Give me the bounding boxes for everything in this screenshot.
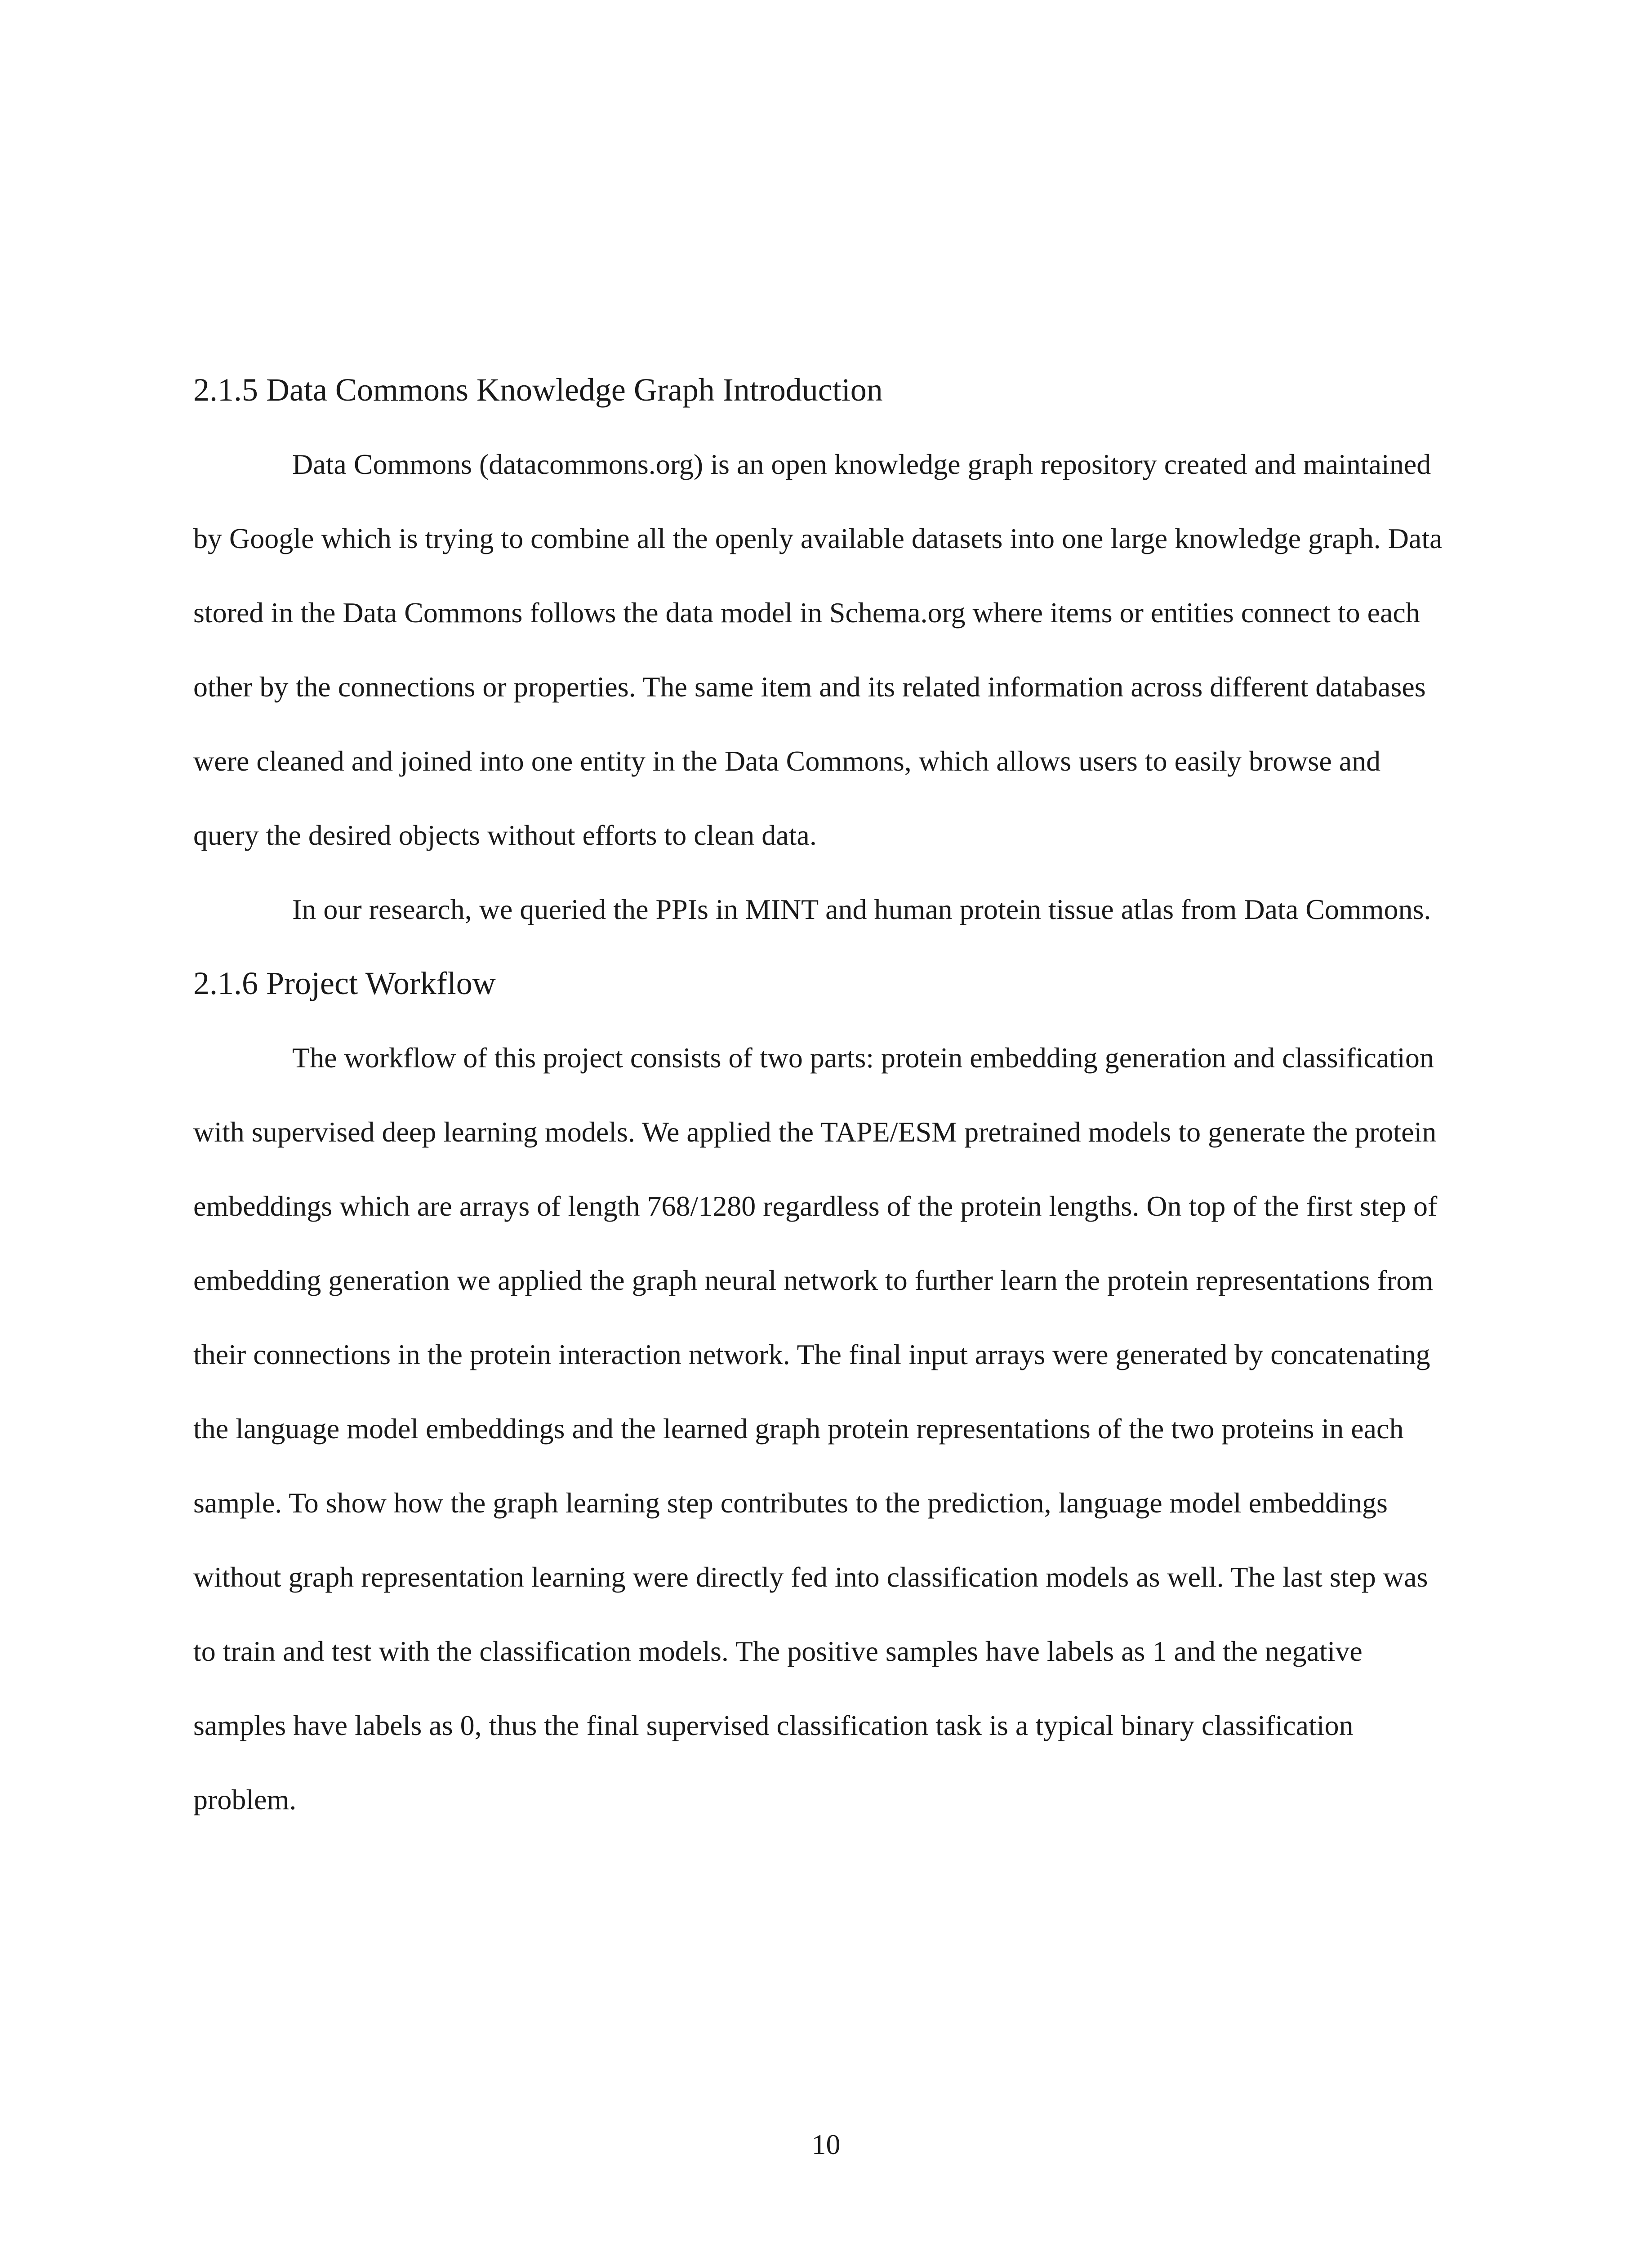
section-heading-2-1-5: 2.1.5 Data Commons Knowledge Graph Introduction [193,372,883,408]
section-heading-2-1-6: 2.1.6 Project Workflow [193,965,496,1001]
page-content [193,353,1452,1837]
page-number: 10 [811,2128,841,2160]
paragraph-data-commons-intro: Data Commons (datacommons.org) is an open knowledge graph repository created and maintained by Google which is trying to combine all the openly available datasets into one large knowledge graph. Data stored in the Data Commons follows the data model in Schema.org where items or entities connect to each other by the connections or properties. The same item and its related information across different databases were cleaned and joined into one entity in the Data Commons, which allows users to easily browse and query the desired objects without efforts to clean data. [193,448,1443,851]
paragraph-project-workflow: The workflow of this project consists of two parts: protein embedding generation and classification with supervised deep learning models. We applied the TAPE/ESM pretrained models to generate the protein embeddings which are arrays of length 768/1280 regardless of the protein lengths. On top of the first step of embedding generation we applied the graph neural network to further learn the protein representations from their connections in the protein interaction network. The final input arrays were generated by concatenating the language model embeddings and the learned graph protein representations of the two proteins in each sample. To show how the graph learning step contributes to the prediction, language model embeddings without graph representation learning were directly fed into classification models as well. The last step was to train and test with the classification models. The positive samples have labels as 1 and the negative samples have labels as 0, thus the final supervised classification task is a typical binary classification problem. [193,1042,1438,1815]
paragraph-research-query: In our research, we queried the PPIs in MINT and human protein tissue atlas from Data Commons. [292,893,1431,925]
